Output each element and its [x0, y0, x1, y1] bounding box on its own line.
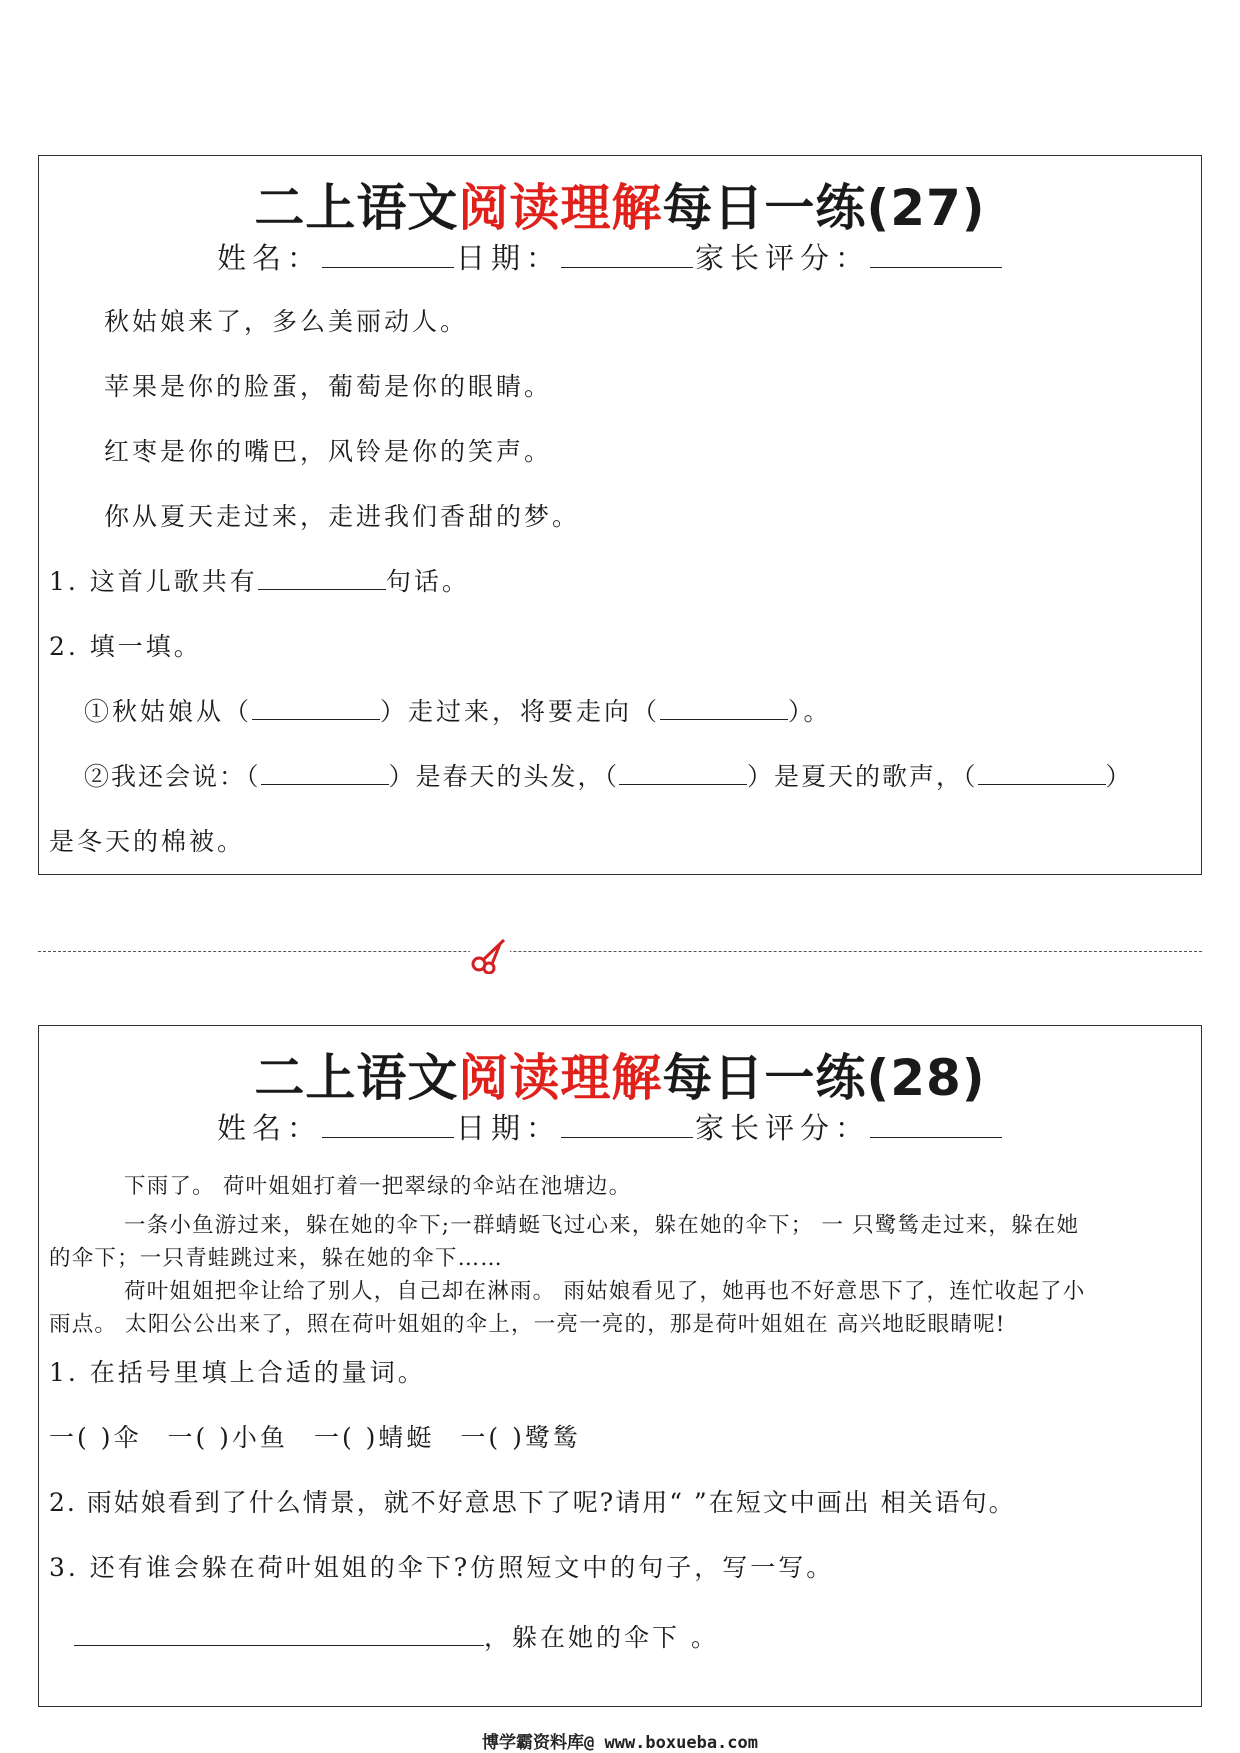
title-suffix: 每日一练(27) [662, 179, 986, 237]
answer-blank[interactable] [619, 762, 747, 785]
answer-suffix: ，躲在她的伞下 。 [484, 1623, 719, 1652]
name-label: 姓名： [217, 241, 323, 275]
question-2-2 [84, 757, 1133, 793]
passage-paragraph-2-cont: 的伞下；一只青蛙跳过来，躲在她的伞下…… [49, 1246, 504, 1271]
poem-line: 苹果是你的脸蛋，葡萄是你的眼睛。 [104, 372, 553, 401]
question-1 [49, 562, 470, 598]
cut-line-divider [38, 951, 1202, 952]
name-label: 姓名： [217, 1111, 323, 1145]
exercise-card-27 [38, 155, 1202, 875]
measure-item[interactable]: 一( )小鱼 [167, 1423, 288, 1452]
question-2-1 [84, 692, 832, 728]
poem-line: 红枣是你的嘴巴，风铃是你的笑声。 [104, 437, 553, 466]
measure-item[interactable]: 一( )蜻蜓 [313, 1423, 435, 1452]
q2-1-text-a: ①秋姑娘从（ [84, 697, 253, 726]
page-title [39, 1038, 1201, 1110]
question-2-2-continued: 是冬天的棉被。 [49, 827, 246, 856]
name-field[interactable] [322, 241, 454, 268]
date-label: 日期： [456, 1111, 562, 1145]
student-info-row [217, 1106, 1004, 1147]
title-prefix: 二上语文 [254, 179, 459, 237]
measure-item[interactable]: 一( )鹭鸶 [460, 1423, 581, 1452]
question-1-suffix: 句话。 [385, 567, 470, 596]
passage-paragraph-2: 一条小鱼游过来，躲在她的伞下;一群蜻蜓飞过心来，躲在她的伞下； 一 只鹭鸶走过来，躲在她 [124, 1213, 1080, 1238]
question-3-answer [74, 1618, 719, 1654]
answer-blank[interactable] [261, 762, 389, 785]
q2-2-text-c: ）是夏天的歌声，（ [747, 762, 978, 791]
answer-blank[interactable] [978, 762, 1106, 785]
passage-paragraph-3: 荷叶姐姐把伞让给了别人，自己却在淋雨。 雨姑娘看见了，她再也不好意思下了，连忙收起了小 [124, 1279, 1086, 1304]
question-2: 2. 填一填。 [49, 632, 202, 661]
title-highlight: 阅读理解 [458, 179, 663, 237]
answer-blank[interactable] [660, 697, 788, 720]
poem-line: 秋姑娘来了，多么美丽动人。 [104, 307, 469, 336]
score-label: 家长评分： [695, 1111, 871, 1145]
passage-paragraph-1: 下雨了。 荷叶姐姐打着一把翠绿的伞站在池塘边。 [124, 1174, 632, 1199]
scissors-icon [470, 934, 510, 974]
date-field[interactable] [561, 241, 693, 268]
student-info-row [217, 236, 1004, 277]
question-1: 1. 在括号里填上合适的量词。 [49, 1358, 426, 1387]
measure-word-items [49, 1418, 581, 1454]
answer-blank[interactable] [258, 567, 386, 590]
q2-2-text-b: ）是春天的头发，（ [388, 762, 620, 791]
score-field[interactable] [870, 241, 1002, 268]
date-field[interactable] [561, 1111, 693, 1138]
passage-paragraph-3-cont: 雨点。 太阳公公出来了，照在荷叶姐姐的伞上，一亮一亮的，那是荷叶姐姐在 高兴地眨眼睛呢! [49, 1312, 1006, 1337]
title-prefix: 二上语文 [254, 1049, 459, 1107]
question-1-text: 1. 这首儿歌共有 [49, 567, 258, 596]
q2-1-text-c: ）。 [788, 697, 832, 726]
answer-line[interactable] [74, 1621, 484, 1646]
question-2: 2. 雨姑娘看到了什么情景，就不好意思下了呢?请用“ ”在短文中画出 相关语句。 [49, 1488, 1016, 1517]
page-title [39, 168, 1201, 240]
q2-2-text-d: ） [1105, 762, 1133, 791]
score-field[interactable] [870, 1111, 1002, 1138]
score-label: 家长评分： [695, 241, 871, 275]
name-field[interactable] [322, 1111, 454, 1138]
title-suffix: 每日一练(28) [662, 1049, 986, 1107]
title-highlight: 阅读理解 [458, 1049, 663, 1107]
footer-watermark: 博学霸资料库@ www.boxueba.com [482, 1733, 758, 1753]
question-3: 3. 还有谁会躲在荷叶姐姐的伞下?仿照短文中的句子，写一写。 [49, 1553, 835, 1582]
q2-1-text-b: ）走过来，将要走向（ [380, 697, 661, 726]
answer-blank[interactable] [252, 697, 380, 720]
date-label: 日期： [456, 241, 562, 275]
poem-line: 你从夏天走过来，走进我们香甜的梦。 [104, 502, 581, 531]
exercise-card-28 [38, 1025, 1202, 1707]
q2-2-text-a: ②我还会说：（ [84, 762, 261, 791]
measure-item[interactable]: 一( )伞 [49, 1423, 142, 1452]
